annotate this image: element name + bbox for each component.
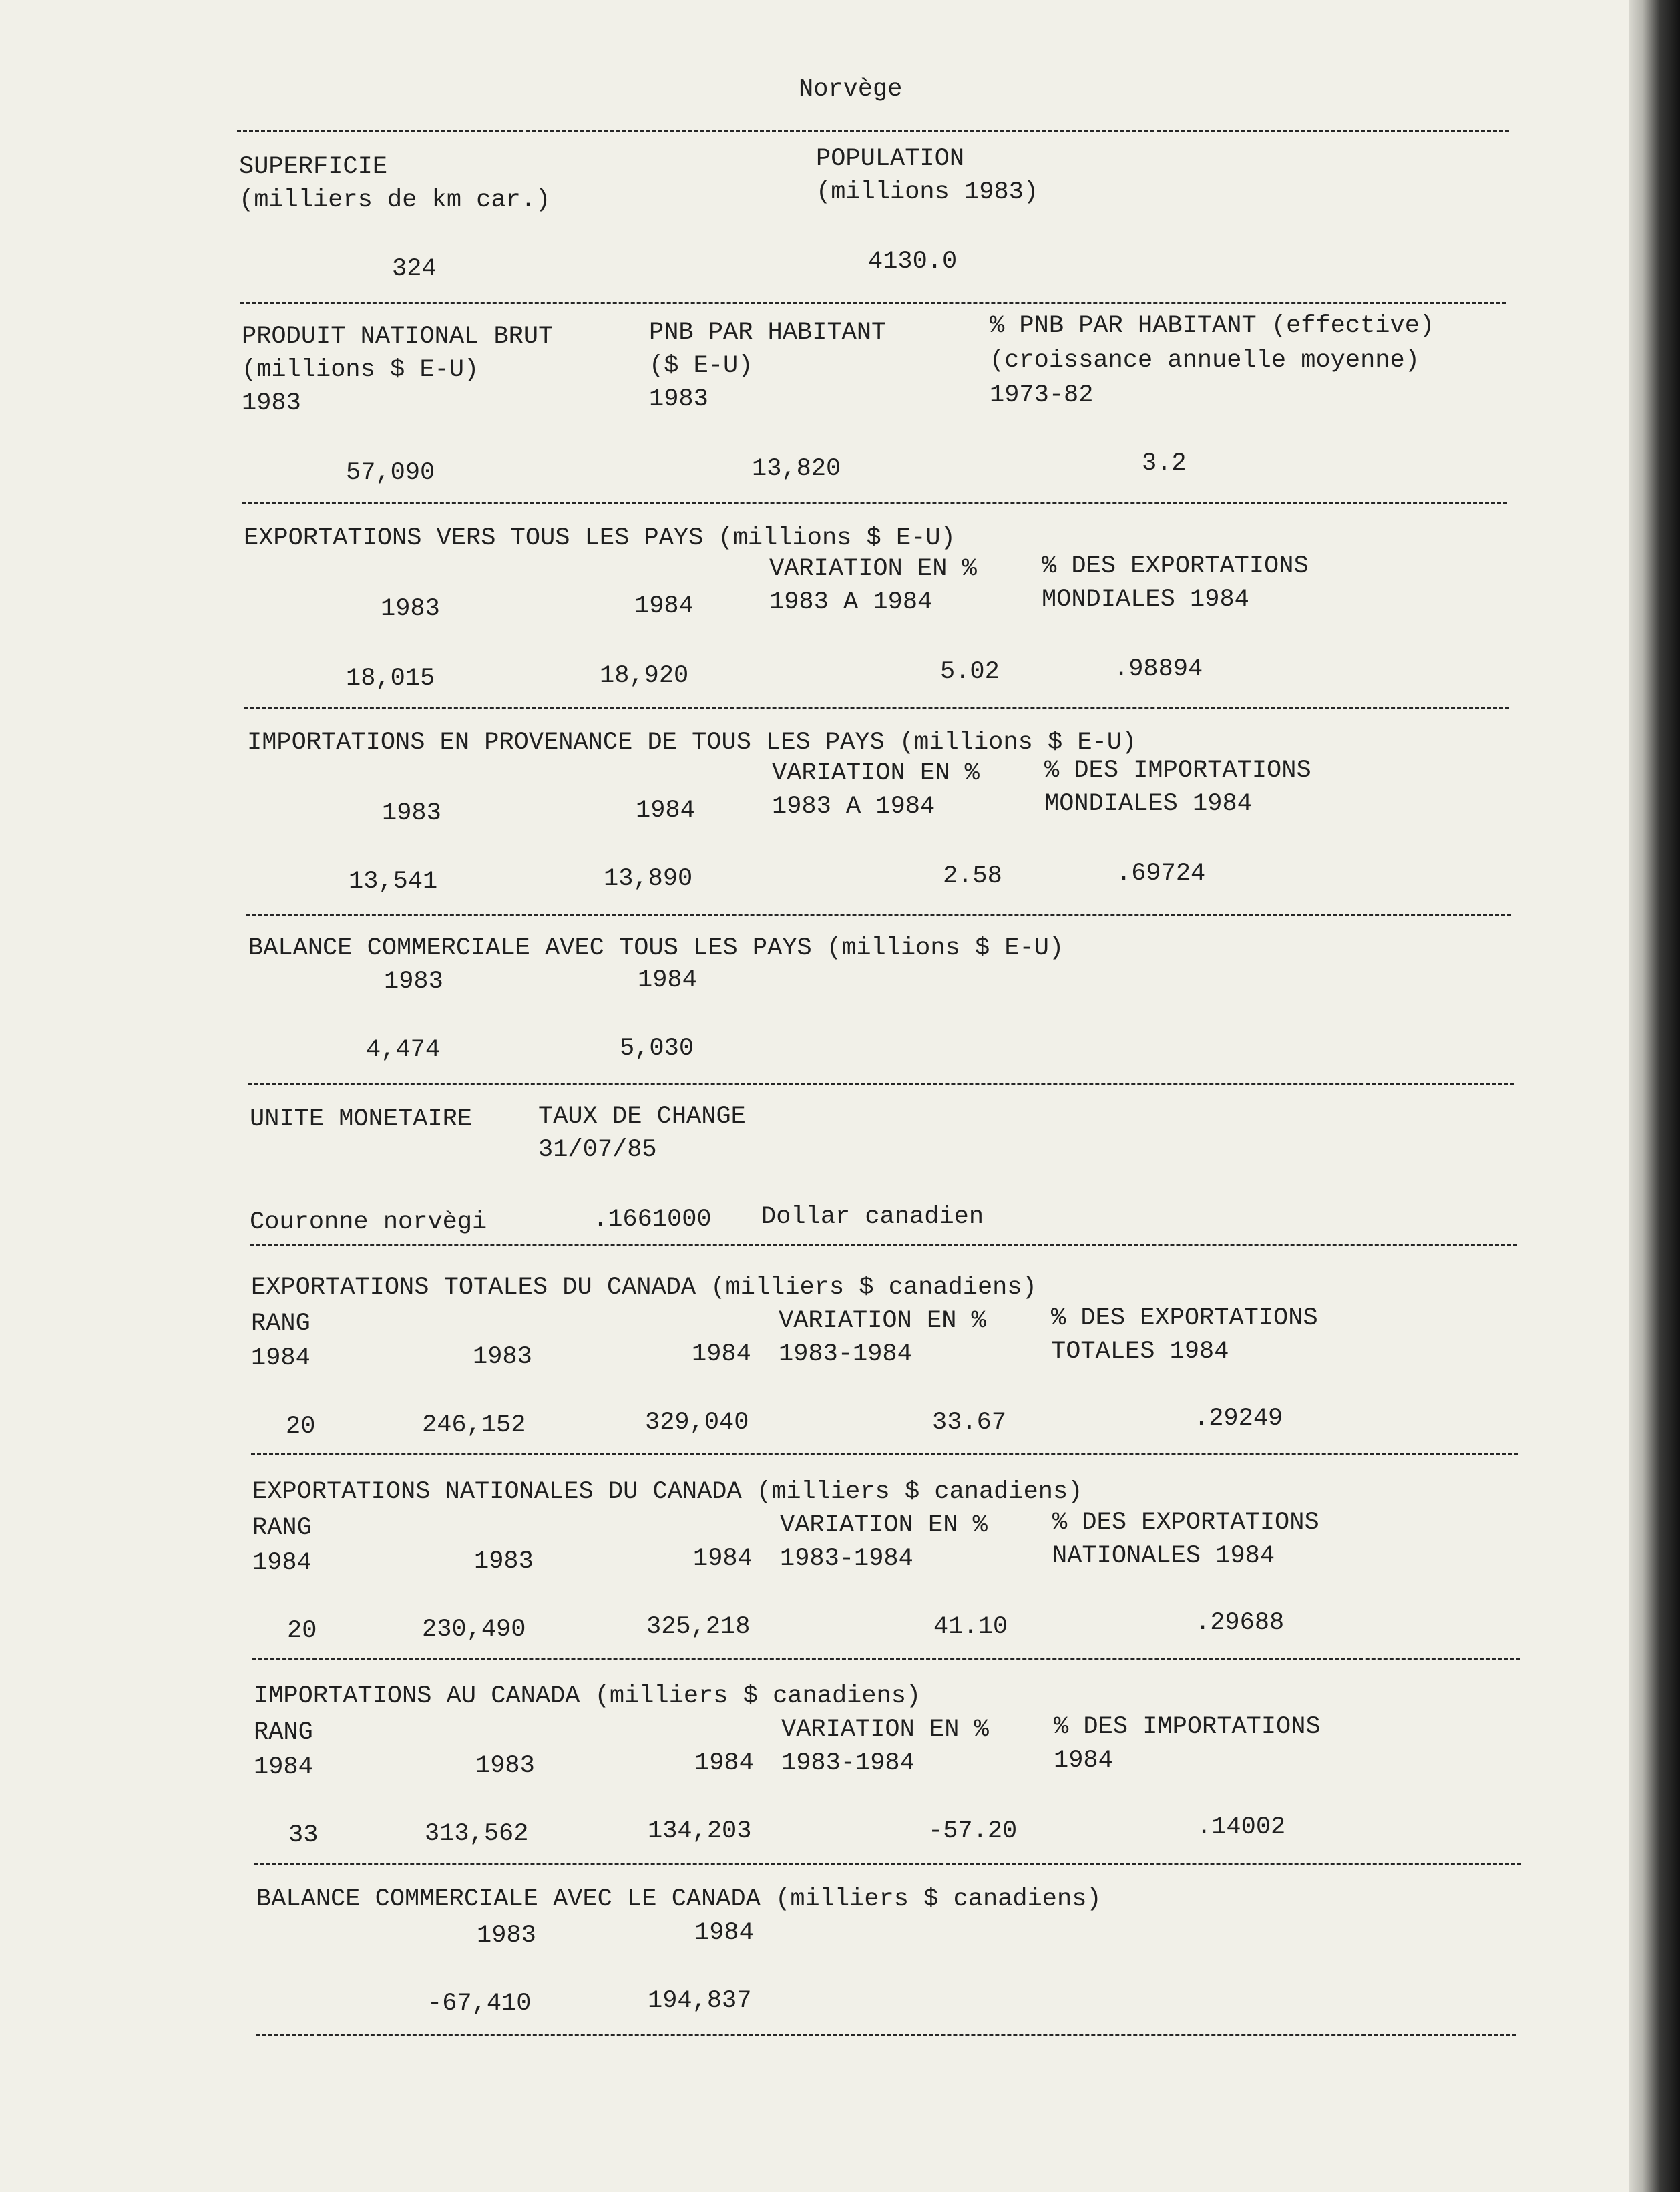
- canada-imports-rank-year: 1984: [254, 1753, 313, 1781]
- area-label: SUPERFICIE: [239, 153, 388, 181]
- gnp-per-capita-value: 13,820: [752, 455, 841, 483]
- page-edge-shadow: [1629, 0, 1680, 2192]
- canada-balance-1984: 194,837: [648, 1987, 752, 2015]
- world-exports-title: EXPORTATIONS VERS TOUS LES PAYS (millions $ E-U): [244, 524, 956, 552]
- world-imports-variation-label: VARIATION EN %: [772, 759, 980, 787]
- section-divider: [254, 1863, 1521, 1865]
- gnp-per-capita-label: PNB PAR HABITANT: [649, 319, 887, 347]
- canada-domestic-exports-1983: 230,490: [422, 1616, 526, 1644]
- world-exports-variation-label: VARIATION EN %: [769, 555, 977, 583]
- world-exports-year-1983: 1983: [381, 595, 440, 623]
- world-imports-1984: 13,890: [604, 865, 693, 893]
- world-imports-variation-period: 1983 A 1984: [772, 793, 935, 821]
- canada-balance-title: BALANCE COMMERCIALE AVEC LE CANADA (milliers $ canadiens): [256, 1885, 1102, 1913]
- gnp-label: PRODUIT NATIONAL BRUT: [242, 323, 554, 351]
- gnp-unit: (millions $ E-U): [242, 356, 479, 384]
- canada-domestic-exports-variation-label: VARIATION EN %: [780, 1511, 988, 1539]
- world-imports-share: .69724: [1116, 860, 1206, 888]
- canada-imports-year-1983: 1983: [475, 1752, 535, 1780]
- world-imports-title: IMPORTATIONS EN PROVENANCE DE TOUS LES PAYS (millions $ E-U): [247, 729, 1137, 757]
- canada-domestic-exports-variation-period: 1983-1984: [780, 1545, 913, 1573]
- population-value: 4130.0: [868, 248, 958, 276]
- canada-imports-share-sub: 1984: [1054, 1747, 1113, 1775]
- gnp-per-capita-unit: ($ E-U): [649, 352, 753, 380]
- world-exports-1984: 18,920: [600, 662, 689, 690]
- world-exports-share-label: % DES EXPORTATIONS: [1042, 552, 1309, 580]
- canada-total-exports-rank-year: 1984: [251, 1344, 310, 1373]
- canada-domestic-exports-rank: 20: [287, 1617, 317, 1645]
- gnp-growth-label: % PNB PAR HABITANT (effective): [990, 312, 1435, 340]
- area-unit: (milliers de km car.): [239, 186, 551, 214]
- canada-total-exports-year-1984: 1984: [692, 1340, 751, 1368]
- section-divider: [256, 2034, 1516, 2036]
- world-exports-share-sub: MONDIALES 1984: [1042, 586, 1249, 614]
- canada-total-exports-variation-period: 1983-1984: [779, 1340, 912, 1368]
- canada-domestic-exports-rank-label: RANG: [252, 1514, 312, 1542]
- canada-imports-variation: -57.20: [928, 1817, 1018, 1845]
- world-imports-year-1983: 1983: [382, 799, 441, 828]
- section-divider: [237, 130, 1509, 132]
- canada-domestic-exports-year-1983: 1983: [474, 1547, 534, 1576]
- canada-balance-year-1983: 1983: [477, 1922, 536, 1950]
- canada-total-exports-1984: 329,040: [645, 1409, 749, 1437]
- section-divider: [246, 914, 1511, 916]
- world-exports-1983: 18,015: [346, 665, 435, 693]
- canada-domestic-exports-year-1984: 1984: [693, 1545, 753, 1573]
- canada-total-exports-1983: 246,152: [422, 1411, 526, 1439]
- world-exports-variation: 5.02: [940, 658, 1000, 686]
- world-balance-1984: 5,030: [620, 1035, 694, 1063]
- canada-imports-variation-label: VARIATION EN %: [781, 1716, 989, 1744]
- canada-domestic-exports-share: .29688: [1195, 1609, 1285, 1637]
- canada-imports-1983: 313,562: [425, 1820, 529, 1848]
- canada-total-exports-year-1983: 1983: [473, 1343, 532, 1371]
- world-exports-year-1984: 1984: [634, 592, 694, 620]
- canada-total-exports-rank-label: RANG: [251, 1310, 310, 1338]
- world-exports-variation-period: 1983 A 1984: [769, 588, 933, 616]
- canada-domestic-exports-rank-year: 1984: [252, 1549, 312, 1577]
- canada-balance-1983: -67,410: [427, 1990, 532, 2018]
- world-imports-year-1984: 1984: [636, 797, 695, 825]
- gnp-year: 1983: [242, 389, 301, 417]
- canada-imports-share: .14002: [1197, 1813, 1286, 1841]
- section-divider: [244, 707, 1509, 709]
- canada-domestic-exports-share-sub: NATIONALES 1984: [1052, 1542, 1275, 1570]
- country-title: Norvège: [799, 75, 903, 104]
- world-balance-year-1983: 1983: [384, 968, 443, 996]
- gnp-growth-period: 1973-82: [990, 381, 1094, 409]
- canada-imports-share-label: % DES IMPORTATIONS: [1054, 1713, 1321, 1741]
- currency-unit-label: UNITE MONETAIRE: [250, 1105, 473, 1133]
- gnp-growth-unit: (croissance annuelle moyenne): [990, 347, 1420, 375]
- gnp-per-capita-year: 1983: [649, 385, 708, 413]
- canada-domestic-exports-share-label: % DES EXPORTATIONS: [1052, 1509, 1319, 1537]
- world-imports-share-sub: MONDIALES 1984: [1044, 790, 1252, 818]
- canada-imports-year-1984: 1984: [694, 1749, 754, 1777]
- canada-total-exports-variation: 33.67: [932, 1409, 1007, 1437]
- canada-imports-rank: 33: [288, 1821, 319, 1849]
- exchange-rate-date: 31/07/85: [538, 1136, 657, 1164]
- canada-total-exports-share-label: % DES EXPORTATIONS: [1051, 1304, 1318, 1332]
- section-divider: [252, 1658, 1520, 1660]
- world-imports-1983: 13,541: [349, 868, 438, 896]
- exchange-rate-currency: Dollar canadien: [761, 1203, 984, 1231]
- canada-domestic-exports-variation: 41.10: [933, 1613, 1008, 1641]
- canada-domestic-exports-1984: 325,218: [646, 1613, 751, 1641]
- section-divider: [250, 1244, 1517, 1246]
- canada-total-exports-rank: 20: [286, 1413, 316, 1441]
- section-divider: [242, 502, 1507, 504]
- world-balance-title: BALANCE COMMERCIALE AVEC TOUS LES PAYS (millions $ E-U): [248, 934, 1064, 962]
- section-divider: [251, 1453, 1518, 1455]
- canada-domestic-exports-title: EXPORTATIONS NATIONALES DU CANADA (milliers $ canadiens): [252, 1478, 1083, 1506]
- section-divider: [248, 1083, 1514, 1085]
- population-label: POPULATION: [816, 145, 965, 173]
- world-exports-share: .98894: [1114, 655, 1203, 683]
- canada-total-exports-title: EXPORTATIONS TOTALES DU CANADA (milliers $ canadiens): [251, 1274, 1037, 1302]
- world-balance-1983: 4,474: [366, 1036, 441, 1064]
- canada-balance-year-1984: 1984: [694, 1919, 754, 1947]
- exchange-rate: .1661000: [593, 1206, 712, 1234]
- currency-unit: Couronne norvègi: [250, 1208, 487, 1236]
- canada-total-exports-share: .29249: [1194, 1405, 1283, 1433]
- canada-imports-rank-label: RANG: [254, 1718, 313, 1747]
- canada-imports-1984: 134,203: [648, 1817, 752, 1845]
- population-unit: (millions 1983): [816, 178, 1039, 206]
- exchange-rate-label: TAUX DE CHANGE: [538, 1103, 746, 1131]
- gnp-value: 57,090: [346, 459, 435, 487]
- section-divider: [240, 302, 1506, 304]
- world-imports-variation: 2.58: [943, 862, 1002, 890]
- world-imports-share-label: % DES IMPORTATIONS: [1044, 757, 1311, 785]
- gnp-growth-value: 3.2: [1142, 449, 1187, 478]
- canada-imports-variation-period: 1983-1984: [781, 1749, 915, 1777]
- canada-total-exports-variation-label: VARIATION EN %: [779, 1307, 986, 1335]
- world-balance-year-1984: 1984: [638, 966, 697, 994]
- canada-imports-title: IMPORTATIONS AU CANADA (milliers $ canadiens): [254, 1682, 921, 1710]
- canada-total-exports-share-sub: TOTALES 1984: [1051, 1338, 1229, 1366]
- area-value: 324: [392, 255, 437, 283]
